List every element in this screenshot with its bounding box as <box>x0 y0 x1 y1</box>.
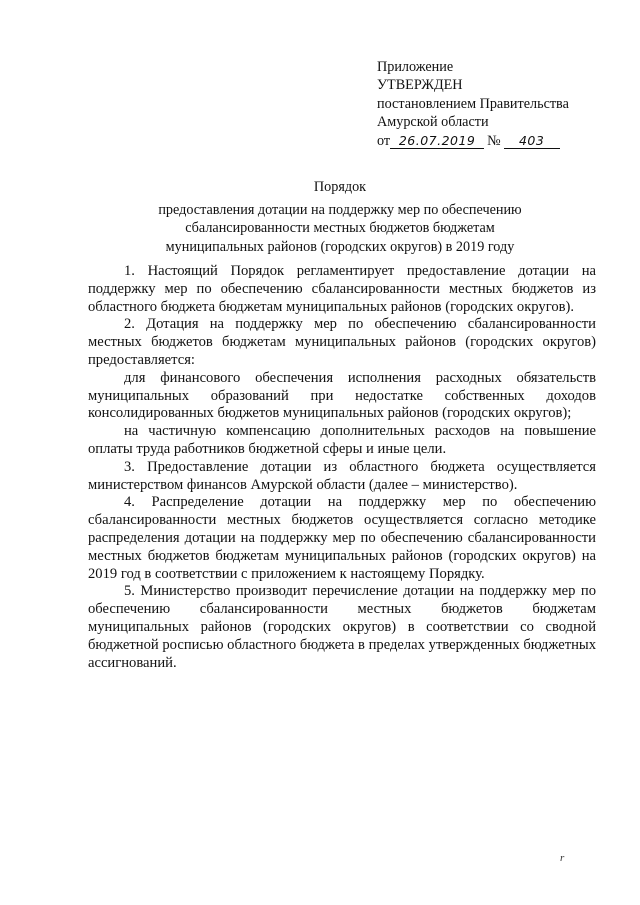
title-line-1: предоставления дотации на поддержку мер по обеспечению <box>158 201 522 218</box>
paragraph-2: 2. Дотация на поддержку мер по обеспечению сбалансированности местных бюджетов бюджетам муниципальных районов (городских округов) предоставляется: <box>88 316 596 368</box>
resolution-label: постановлением Правительства <box>377 95 569 112</box>
approved-label: УТВЕРЖДЕН <box>377 77 463 94</box>
paragraph-5: 5. Министерство производит перечисление дотации на поддержку мер по обеспечению сбалансированности местных бюджетов бюджетам муниципальных районов (городских округов) в соответствии со сводной бюджетной росписью областного бюджета в пределах утвержденных бюджетных ассигнований. <box>88 583 596 671</box>
title-line-3: муниципальных районов (городских округов) в 2019 году <box>165 238 515 255</box>
paragraph-3: 3. Предоставление дотации из областного бюджета осуществляется министерством финансов Амурской области (далее – министерство). <box>88 458 596 493</box>
handwritten-number: 403 <box>504 134 560 149</box>
document-body <box>88 263 596 672</box>
paragraph-2-item-1: для финансового обеспечения исполнения расходных обязательств муниципальных образований при недостатке собственных доходов консолидированных бюджетов муниципальных районов (городских округов); <box>88 369 596 422</box>
date-number-row <box>377 132 607 150</box>
corner-mark: r <box>560 852 565 864</box>
from-label: от <box>377 132 391 149</box>
title-line-2: сбалансированности местных бюджетов бюджетам <box>185 220 495 237</box>
paragraph-2-item-2: на частичную компенсацию дополнительных расходов на повышение оплаты труда работников бюджетной сферы и иные цели. <box>88 423 596 457</box>
paragraph-4: 4. Распределение дотации на поддержку мер по обеспечению сбалансированности местных бюджетов осуществляется согласно методике распределения дотации на поддержку мер по обеспечению сбалансированности местных бюджетов бюджетам муниципальных районов (городских округов) на 2019 год в соответствии с приложением к настоящему Порядку. <box>88 494 596 582</box>
title-heading: Порядок <box>313 179 367 195</box>
paragraph-1: 1. Настоящий Порядок регламентирует предоставление дотации на поддержку мер по обеспечению сбалансированности местных бюджетов из областного бюджета бюджетам муниципальных районов (городских округов). <box>88 263 596 315</box>
handwritten-date: 26.07.2019 <box>390 134 484 149</box>
region-label: Амурской области <box>377 114 489 131</box>
appendix-label: Приложение <box>377 59 454 75</box>
number-sign: № <box>487 132 501 149</box>
document-title <box>80 178 600 256</box>
approval-block <box>377 58 607 150</box>
